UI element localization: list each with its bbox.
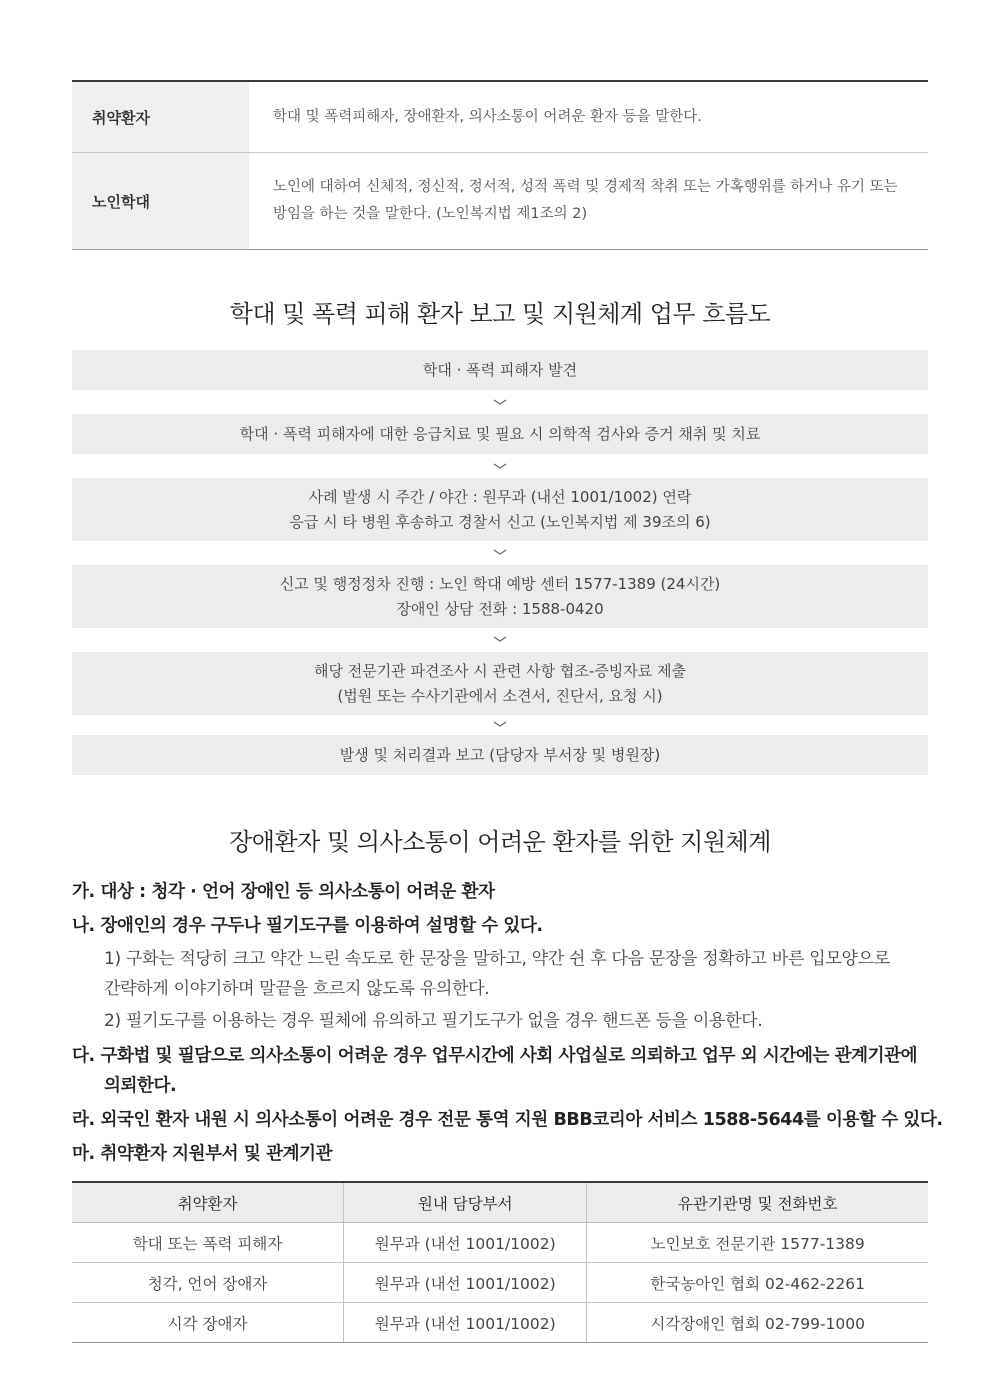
flow-step	[72, 652, 928, 715]
definition-description: 노인에 대하여 신체적, 정신적, 정서적, 성적 폭력 및 경제적 착취 또는 가혹행위를 하거나 유기 또는 방임을 하는 것을 말한다. (노인복지법 제1조의 2)	[273, 179, 898, 222]
definition-table	[72, 80, 928, 250]
flow-step-line: 발생 및 처리결과 보고 (담당자 부서장 및 병원장)	[339, 745, 661, 764]
table-cell: 학대 또는 폭력 피해자	[72, 1223, 344, 1263]
flow-step	[72, 565, 928, 628]
flow-step	[72, 414, 928, 454]
table-cell: 청각, 언어 장애자	[72, 1263, 344, 1303]
column-header: 유관기관명 및 전화번호	[587, 1182, 928, 1223]
chevron-down-icon	[492, 719, 508, 729]
flow-step-line: 응급 시 타 병원 후송하고 경찰서 신고 (노인복지법 제 39조의 6)	[289, 512, 711, 531]
list-item: 가. 대상 : 청각 · 언어 장애인 등 의사소통이 어려운 환자	[72, 882, 495, 902]
table-cell: 시각장애인 협회 02-799-1000	[587, 1303, 928, 1343]
definition-row	[72, 82, 928, 153]
flow-step-line: 사례 발생 시 주간 / 야간 : 원무과 (내선 1001/1002) 연락	[308, 487, 692, 506]
list-item: 라. 외국인 환자 내원 시 의사소통이 어려운 경우 전문 통역 지원 BBB코리아 서비스 1588-5644를 이용할 수 있다.	[72, 1110, 943, 1130]
flow-step-line: 해당 전문기관 파견조사 시 관련 사항 협조-증빙자료 제출	[313, 661, 687, 680]
support-organization-table	[72, 1181, 928, 1343]
column-header: 원내 담당부서	[344, 1182, 587, 1223]
definition-row	[72, 153, 928, 250]
flow-step-line: 학대 · 폭력 피해자에 대한 응급치료 및 필요 시 의학적 검사와 증거 채취 및 치료	[239, 424, 761, 443]
table-row	[72, 1223, 928, 1263]
chevron-down-icon	[492, 634, 508, 644]
table-cell: 한국농아인 협회 02-462-2261	[587, 1263, 928, 1303]
flow-step-line: 장애인 상담 전화 : 1588-0420	[396, 599, 604, 618]
chevron-down-icon	[492, 397, 508, 407]
chevron-down-icon	[492, 461, 508, 471]
flow-step-line: 학대 · 폭력 피해자 발견	[422, 360, 578, 379]
table-cell: 원무과 (내선 1001/1002)	[344, 1223, 587, 1263]
list-item-continued: 의뢰한다.	[104, 1076, 177, 1096]
flowchart-title: 학대 및 폭력 피해 환자 보고 및 지원체계 업무 흐름도	[229, 300, 771, 328]
flow-step-line: (법원 또는 수사기관에서 소견서, 진단서, 요청 시)	[337, 686, 663, 705]
flow-step	[72, 735, 928, 775]
list-item: 마. 취약환자 지원부서 및 관계기관	[72, 1144, 333, 1164]
list-item: 나. 장애인의 경우 구두나 필기도구를 이용하여 설명할 수 있다.	[72, 916, 543, 936]
list-subitem: 1) 구화는 적당히 크고 약간 느린 속도로 한 문장을 말하고, 약간 쉰 후 다음 문장을 정확하고 바른 입모양으로	[104, 949, 890, 969]
list-item: 다. 구화법 및 필담으로 의사소통이 어려운 경우 업무시간에 사회 사업실로 의뢰하고 업무 외 시간에는 관계기관에	[72, 1046, 918, 1066]
definition-term: 노인학대	[72, 153, 249, 249]
table-row	[72, 1263, 928, 1303]
table-cell: 원무과 (내선 1001/1002)	[344, 1303, 587, 1343]
table-header-row	[72, 1182, 928, 1223]
column-header: 취약환자	[72, 1182, 344, 1223]
table-cell: 시각 장애자	[72, 1303, 344, 1343]
definition-term: 취약환자	[72, 82, 249, 152]
list-subitem: 2) 필기도구를 이용하는 경우 필체에 유의하고 필기도구가 없을 경우 핸드폰 등을 이용한다.	[104, 1011, 763, 1031]
definition-description: 학대 및 폭력피해자, 장애환자, 의사소통이 어려운 환자 등을 말한다.	[273, 108, 702, 125]
table-row	[72, 1303, 928, 1343]
flow-step-line: 신고 및 행정정차 진행 : 노인 학대 예방 센터 1577-1389 (24시간)	[279, 574, 721, 593]
flow-step	[72, 478, 928, 541]
list-subitem: 간략하게 이야기하며 말끝을 흐르지 않도록 유의한다.	[104, 979, 490, 999]
table-cell: 노인보호 전문기관 1577-1389	[587, 1223, 928, 1263]
flow-step	[72, 350, 928, 390]
support-section-title: 장애환자 및 의사소통이 어려운 환자를 위한 지원체계	[229, 828, 771, 856]
table-cell: 원무과 (내선 1001/1002)	[344, 1263, 587, 1303]
chevron-down-icon	[492, 547, 508, 557]
